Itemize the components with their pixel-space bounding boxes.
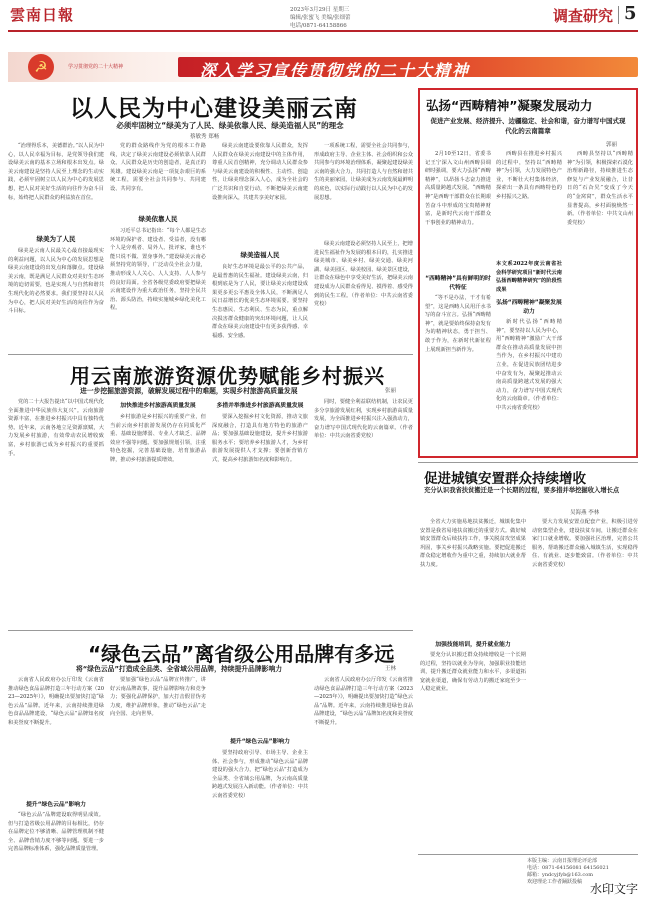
article1-paragraph: 绿美是云南人民最关心最直接最现实的利益问题，以人民为中心的发展思想是绿美云南建设的出发点和落脚点。建设绿美云南，既是满足人民群众对美好生态环境的迫切需要，也是实现人与自然和谐共生现代化的必然要求。我们要坚持以人民为中心，把人民对美好生活的向往作为奋斗目标。 — [8, 248, 104, 315]
article1-section-heading: 绿美依靠人民 — [138, 215, 178, 223]
article4-author: 王林 — [385, 666, 397, 672]
section-divider — [618, 6, 619, 24]
article4-section-heading: 提升“绿色云品”影响力 — [26, 802, 86, 808]
sidebar-article-box — [418, 88, 638, 458]
issue-date: 2023年3月29日 星期三 — [290, 7, 350, 13]
footer-email: 邮箱：yndcyjfyb@163.com — [527, 872, 593, 878]
sidebar-title: 弘扬“西畴精神”凝聚发展动力 — [426, 98, 593, 113]
sidebar-subtitle: 促进产业发展、经济提升、边疆稳定、社会和谐，奋力谱写中国式现代化的云南篇章 — [430, 117, 626, 135]
sidebar-author: 郭丽 — [606, 142, 618, 148]
article2-column-3 — [212, 398, 308, 624]
article3-title: 促进城镇安置群众持续增收 — [424, 471, 586, 487]
sidebar-footnote: 本文系2022年度云南省社会科学研究项目“新时代云南弘扬西畴精神研究”的阶段性成果 — [496, 261, 562, 293]
article1-paragraph: 绿美云南建设要依靠人民群众，发挥人民群众在绿美云南建设中的主体作用，尊重人民首创精神，充分调动人民群众参与绿美云南建设的积极性、主动性、创造性，让绿美理念深入人心，成为全社会的广泛共识和自觉行动，不断把绿美云南建设推向深入，共建共享美好家园。 — [212, 143, 308, 201]
article2-column-4 — [314, 398, 413, 624]
article4-paragraph: 要加强“绿色云品”品牌宣传推广，讲好云南品牌故事，提升品牌影响力和竞争力；要强化品牌保护，加大打击假冒伪劣力度，维护品牌形象，推动“绿色云品”走向全国、走向世界。 — [110, 677, 206, 718]
article4-section-heading: 提升“绿色云品”影响力 — [230, 739, 290, 745]
article1-column-1 — [8, 142, 104, 348]
article4-paragraph: 要坚持政府引导、市场主导、企业主体、社会参与，形成推动“绿色云品”品牌建设的强大合力，把“绿色云品”打造成为全品类、全省域公用品牌，为云南高质量跨越式发展注入新动能。（作者单位：中共云南省委党校） — [212, 750, 308, 799]
newspaper-logo: 雲南日報 — [10, 6, 75, 24]
article3-paragraph: 要充分认识搬迁群众持续增收是一个长期的过程，坚持以就业为导向，加强职业技能培训，提升搬迁群众就业能力和水平，多渠道拓宽就业渠道，确保有劳动力的搬迁家庭至少一人稳定就业。 — [420, 652, 526, 693]
article3-body — [420, 518, 638, 852]
article2-subtitle: 进一步挖掘旅游资源，破解发展过程中的难题，实现乡村旅游高质量发展 — [80, 387, 298, 395]
article1-paragraph: 一项系统工程，需要全社会共同参与，形成政府主导、企业主体、社会组织和公众共同参与的环境治理体系，凝聚起建设绿美云南的强大合力，共同打造人与自然和谐共生的美丽家园，让绿美成为云南发展最鲜明的底色，以实际行动践行以人民为中心的发展思想。 — [314, 143, 413, 201]
article1-paragraph: 良好生态环境是最公平的公共产品，是最普惠的民生福祉。建设绿美云南，归根到底是为了人民，要让绿美云南建设成果更多更公平惠及全体人民，不断满足人民日益增长的优美生态环境需要。要坚持生态惠民、生态利民、生态为民，重点解决损害群众健康的突出环境问题，让人民群众在绿美云南建设中有更多获得感、幸福感、安全感。 — [212, 264, 308, 339]
article4-body — [8, 676, 413, 898]
article2-paragraph: 要深入挖掘乡村文化资源，推动文旅深度融合，打造具有地方特色的旅游产品；要加强基础设施建设，提升乡村旅游服务水平；要培养乡村旅游人才，为乡村旅游发展提供人才支撑；要创新营销方式，提高乡村旅游知名度和影响力。 — [212, 414, 308, 463]
article2-paragraph: 乡村旅游是乡村振兴的重要产业，但当前云南乡村旅游发展仍存在同质化严重、基础设施薄弱、专业人才缺乏、品牌效应不强等问题。要加强规划引领，注重特色挖掘，完善基础设施，培育旅游品牌，推动乡村旅游提质增效。 — [110, 414, 206, 463]
article2-section-heading: 加快推进乡村旅游高质量发展 — [120, 403, 196, 409]
footer-editor: 本版主编：云南日报理论评论部 — [527, 858, 598, 864]
sidebar-paragraph: 新时代弘扬“西畴精神”，要坚持以人民为中心，用“西畴精神”激励广大干部群众在推动高质量发展中担当作为，在乡村振兴中建功立业，在促进民族团结进步中奋发有为，凝聚起推动云南高质量跨越式发展的强大动力，奋力谱写中国式现代化的云南篇章。（作者单位：中共云南省委党校） — [496, 319, 562, 411]
article4-paragraph: “绿色云品”品牌建设取得明显成效。但与打造省级公用品牌的目标相比，仍存在品牌定位不够清晰、品牌管理机制不健全、品牌营销力度不够等问题。要进一步完善品牌标准体系，强化品牌质量管理。 — [8, 812, 104, 853]
article4-title: “绿色云品”离省级公用品牌有多远 — [88, 642, 395, 666]
article1-paragraph: “治理得乐本，美德群治。”以人民为中心，以人民幸福为目标，是党领导我们建设绿美云南的基本立场和根本出发点。绿美云南建设是坚持人民至上理念的生动实践，必须牢固树立以人民为中心的发展思想，把人民对美好生活的向往作为奋斗目标，始终把人民群众的利益放在首位。 — [8, 143, 104, 201]
issue-phone: 电话/0871-64158866 — [290, 23, 347, 29]
article1-section-heading: 绿美造福人民 — [240, 251, 280, 259]
article2-column-1 — [8, 398, 104, 624]
issue-info — [290, 6, 420, 30]
article3-section-heading: 加强技能培训，提升就业能力 — [435, 642, 511, 648]
article1-title: 以人民为中心建设美丽云南 — [70, 96, 358, 122]
sidebar-column-2 — [496, 150, 562, 450]
article3-subtitle: 充分认识我省扶贫搬迁是一个长期的过程，要多措并举挖掘收入增长点 — [424, 487, 620, 494]
footer-invite: 欢迎理论工作者踊跃投稿 — [527, 879, 583, 885]
article2-author: 张丽 — [385, 388, 397, 394]
article3-column-1 — [420, 518, 526, 852]
sidebar-section-heading: 弘扬“西畴精神”凝聚发展动力 — [496, 300, 562, 315]
article1-paragraph: 绿美云南建设必须坚持人民至上，把增进民生福祉作为发展的根本目的，扎实推进绿美城市、绿美乡村、绿美交通、绿美河湖、绿美园区、绿美校园、绿美景区建设，让群众在绿色中享受美好生活，把绿美云南建设成为人民群众看得见、摸得着、感受得到的民生工程。（作者单位：中共云南省委党校） — [314, 241, 413, 308]
article1-section-heading: 绿美为了人民 — [36, 235, 76, 243]
watermark-text: 水印文字 — [590, 882, 639, 896]
article4-column-4 — [314, 676, 413, 898]
divider — [418, 462, 638, 463]
page-number: 5 — [624, 3, 637, 24]
issue-editor: 编辑/张蜜飞 美编/张细蕾 — [290, 15, 351, 21]
divider — [418, 854, 638, 855]
sidebar-column-3 — [567, 150, 633, 450]
article1-paragraph: 党的群众路线作为党的根本工作路线，决定了绿美云南建设必须依靠人民群众。人民群众是历史的创造者，是真正的英雄。建设绿美云南是一项复杂艰巨的系统工程，需要全社会共同参与、共同建设、共同享有。 — [110, 143, 206, 192]
sidebar-paragraph: 西畴县在推进乡村振兴的过程中，坚持以“西畴精神”为引领，大力发展特色产业，不断壮大村集体经济，探索出一条具有西畴特色的乡村振兴之路。 — [496, 151, 562, 200]
section-title: 调查研究 — [553, 7, 614, 25]
sidebar-paragraph: 西畴县坚持以“西畴精神”为引领，积极探索石漠化治理新路径，持续推进生态修复与产业发展融合，让昔日的“石旮旯”变成了今天的“金窝窝”，群众生活水平显著提高，乡村面貌焕然一新。（作者单位：中共文山州委党校） — [567, 151, 633, 226]
article3-column-2 — [532, 518, 638, 852]
article2-section-heading: 多措并举推进乡村旅游高质量发展 — [216, 403, 304, 409]
article4-subtitle: 将“绿色云品”打造成全品类、全省域公用品牌，持续提升品牌影响力 — [76, 665, 283, 673]
party-emblem-icon: ☭ — [28, 54, 54, 80]
article2-body — [8, 398, 413, 624]
masthead — [0, 0, 646, 36]
sidebar-column-1 — [425, 150, 491, 450]
banner-small-text: 学习贯彻党的二十大精神 — [68, 64, 124, 70]
article4-column-2 — [110, 676, 206, 898]
footer-phone: 电话：0871-64156081 64156021 — [527, 865, 609, 871]
article2-paragraph: 党的二十大报告提出“以中国式现代化全面推进中华民族伟大复兴”。云南旅游资源丰富，在推进乡村振兴中具有独特优势。近年来，云南各地立足资源禀赋，大力发展乡村旅游，有效带动农民增收致富，乡村旅游已成为乡村振兴的重要抓手。 — [8, 399, 104, 457]
article2-paragraph: 同时，要健全利益联结机制，让农民更多分享旅游发展红利，实现乡村旅游高质量发展，为全面推进乡村振兴注入强劲动力，奋力谱写中国式现代化的云南篇章。（作者单位：中共云南省委党校） — [314, 399, 413, 440]
article1-paragraph: 习近平总书记指出：“每个人都是生态环境的保护者、建设者、受益者，没有哪个人是旁观者、局外人、批评家，谁也不能只说不做、置身事外。”建设绿美云南必须坚持党的领导，广泛动员全社会力量，推动形成人人关心、人人支持、人人参与的良好局面。全省各级党委政府要把绿美云南建设作为重大政治任务，坚持全民共治、源头防治，持续实施城乡绿化美化工程。 — [110, 228, 206, 312]
article4-paragraph: 云南省人民政府办公厅印发《云南省推动绿色食品品牌打造三年行动方案（2023—2025年）》，明确提出要加快打造“绿色云品”品牌。近年来，云南持续推进绿色食品品牌建设，“绿色云品”品牌知名度和美誉度不断提升。 — [8, 677, 104, 726]
article1-column-2 — [110, 142, 206, 348]
divider — [8, 354, 413, 355]
masthead-rule — [8, 30, 638, 32]
topic-banner — [8, 52, 638, 82]
article1-body — [8, 142, 413, 348]
article3-author: 吴海燕 李林 — [570, 510, 600, 516]
article3-paragraph: 要大力发展安置点配套产业，积极引进劳动密集型企业，建设扶贫车间，让搬迁群众在家门口就业增收。要加强社区治理，完善公共服务，帮助搬迁群众融入城镇生活，实现稳得住、有就业、逐步能致富。（作者单位：中共云南省委党校） — [532, 519, 638, 568]
sidebar-section-heading: “西畴精神”具有鲜明的时代特征 — [425, 276, 491, 291]
banner-title: 深入学习宣传贯彻党的二十大精神 — [200, 61, 471, 80]
article1-column-3 — [212, 142, 308, 348]
article4-paragraph: 云南省人民政府办公厅印发《云南省推动绿色食品品牌打造三年行动方案（2023—2025年）》，明确提出要加快打造“绿色云品”品牌。近年来，云南持续推进绿色食品品牌建设，“绿色云品”品牌知名度和美誉度不断提升。 — [314, 677, 413, 726]
article2-column-2 — [110, 398, 206, 624]
article3-paragraph: 全省大力实施易地扶贫搬迁，城镇化集中安置是我省易地扶贫搬迁的重要方式。做好城镇安置群众后续扶持工作，事关脱贫攻坚成果巩固，事关乡村振兴战略实施。要把促进搬迁群众稳定增收作为重中之重，持续加大就业帮扶力度。 — [420, 519, 526, 568]
sidebar-paragraph: “等不是办法，干才有希望”，这是西畴人民用汗水书写的奋斗宣言。弘扬“西畴精神”，就是要始终保持奋发有为的精神状态，勇于担当、敢于作为，在新时代新征程上展现新担当新作为。 — [425, 295, 491, 353]
article1-subtitle: 必须牢固树立“绿美为了人民、绿美依靠人民、绿美造福人民”的理念 — [116, 121, 344, 130]
article1-column-4 — [314, 142, 413, 348]
article4-column-3 — [212, 676, 308, 898]
divider — [8, 630, 413, 631]
article2-title: 用云南旅游资源优势赋能乡村振兴 — [70, 364, 385, 388]
article1-author: 蔡敏秀 郑畅 — [190, 134, 220, 140]
sidebar-paragraph: 2月10至12日，省委书记王宁深入文山州西畴县调研时强调，要大力弘扬“西畴精神”，以昂扬斗志奋力推进高质量跨越式发展。“西畴精神”是西畴干部群众在长期艰苦奋斗中形成的宝贵精神财富，是新时代云南干部群众干事创业的精神动力。 — [425, 151, 491, 226]
article4-column-1 — [8, 676, 104, 898]
